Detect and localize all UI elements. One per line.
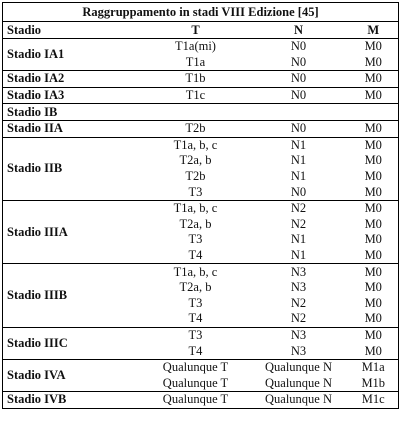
- stage-label: Stadio IA1: [3, 39, 143, 71]
- m-cell: M0: [349, 217, 399, 233]
- n-cell: N0: [290, 184, 307, 199]
- m-cell: M0: [349, 55, 399, 71]
- n-cell: Qualunque N: [249, 359, 349, 375]
- n-cell: Qualunque N: [249, 392, 349, 409]
- t-cell: T1a, b, c: [143, 137, 249, 153]
- m-cell: M0: [349, 137, 399, 153]
- t-cell: T4: [188, 343, 203, 358]
- m-cell: M0: [349, 296, 399, 312]
- t-cell: T1a(mi): [143, 39, 249, 55]
- header-n: N: [249, 22, 349, 39]
- m-cell: M0: [349, 200, 399, 216]
- t-cell: T1a: [185, 54, 206, 69]
- table-row: [3, 137, 399, 153]
- n-cell: N2: [290, 216, 307, 231]
- t-cell: T3: [188, 232, 203, 247]
- m-cell: M1a: [349, 359, 399, 375]
- n-cell: N1: [290, 232, 307, 247]
- header-stadio: Stadio: [3, 22, 143, 39]
- m-cell: M0: [349, 248, 399, 264]
- n-cell: [249, 104, 349, 121]
- title-row: [3, 3, 399, 22]
- t-cell: T1a, b, c: [143, 200, 249, 216]
- n-cell: Qualunque N: [265, 375, 332, 390]
- t-cell: T3: [188, 184, 203, 199]
- t-cell: T3: [143, 327, 249, 343]
- table-row: [3, 71, 399, 88]
- staging-table-container: [2, 2, 398, 409]
- table-row: [3, 87, 399, 104]
- table-row: [3, 359, 399, 375]
- m-cell: M0: [349, 169, 399, 185]
- m-cell: M0: [349, 280, 399, 296]
- m-cell: M0: [349, 327, 399, 343]
- t-cell: T2b: [185, 169, 206, 184]
- m-cell: M1c: [349, 392, 399, 409]
- stage-label: Stadio IVA: [3, 359, 143, 391]
- t-cell: T3: [188, 295, 203, 310]
- n-cell: N1: [249, 137, 349, 153]
- t-cell: Qualunque T: [143, 359, 249, 375]
- n-cell: N3: [290, 280, 307, 295]
- n-cell: N0: [249, 120, 349, 137]
- header-m: M: [349, 22, 399, 39]
- m-cell: M0: [349, 120, 399, 137]
- t-cell: T2a, b: [179, 280, 212, 295]
- n-cell: N1: [290, 248, 307, 263]
- m-cell: M0: [349, 184, 399, 200]
- m-cell: M0: [349, 71, 399, 88]
- table-row: [3, 39, 399, 55]
- table-row: [3, 264, 399, 280]
- header-t: T: [143, 22, 249, 39]
- n-cell: N2: [249, 200, 349, 216]
- stage-label: Stadio IIIC: [3, 327, 143, 359]
- stage-label: Stadio IB: [3, 104, 143, 121]
- table-body: [3, 39, 399, 409]
- m-cell: M1b: [349, 375, 399, 391]
- n-cell: N0: [249, 71, 349, 88]
- table-row: [3, 120, 399, 137]
- n-cell: N0: [249, 87, 349, 104]
- t-cell: Qualunque T: [162, 375, 229, 390]
- t-cell: T1c: [143, 87, 249, 104]
- t-cell: T2b: [143, 120, 249, 137]
- n-cell: N0: [249, 39, 349, 55]
- n-cell: N1: [290, 153, 307, 168]
- table-row: [3, 104, 399, 121]
- t-cell: [143, 104, 249, 121]
- m-cell: M0: [349, 87, 399, 104]
- t-cell: T4: [188, 248, 203, 263]
- stage-label: Stadio IA3: [3, 87, 143, 104]
- table-row: [3, 392, 399, 409]
- table-row: [3, 327, 399, 343]
- table-title: Raggruppamento in stadi VIII Edizione [45]: [3, 3, 399, 22]
- m-cell: M0: [349, 343, 399, 359]
- n-cell: N0: [290, 54, 307, 69]
- n-cell: N3: [249, 327, 349, 343]
- stage-label: Stadio IIA: [3, 120, 143, 137]
- n-cell: N2: [290, 311, 307, 326]
- stage-label: Stadio IVB: [3, 392, 143, 409]
- t-cell: T1a, b, c: [143, 264, 249, 280]
- n-cell: N1: [290, 169, 307, 184]
- stage-label: Stadio IIIA: [3, 200, 143, 263]
- t-cell: Qualunque T: [143, 392, 249, 409]
- header-row: [3, 22, 399, 39]
- n-cell: N2: [290, 295, 307, 310]
- staging-table: [2, 2, 399, 409]
- m-cell: M0: [349, 39, 399, 55]
- m-cell: M0: [349, 153, 399, 169]
- stage-label: Stadio IA2: [3, 71, 143, 88]
- stage-label: Stadio IIB: [3, 137, 143, 200]
- n-cell: N3: [290, 343, 307, 358]
- table-row: [3, 200, 399, 216]
- m-cell: M0: [349, 232, 399, 248]
- m-cell: M0: [349, 264, 399, 280]
- m-cell: [349, 104, 399, 121]
- n-cell: N3: [249, 264, 349, 280]
- stage-label: Stadio IIIB: [3, 264, 143, 327]
- t-cell: T2a, b: [179, 153, 212, 168]
- t-cell: T4: [188, 311, 203, 326]
- m-cell: M0: [349, 311, 399, 327]
- t-cell: T1b: [143, 71, 249, 88]
- t-cell: T2a, b: [179, 216, 212, 231]
